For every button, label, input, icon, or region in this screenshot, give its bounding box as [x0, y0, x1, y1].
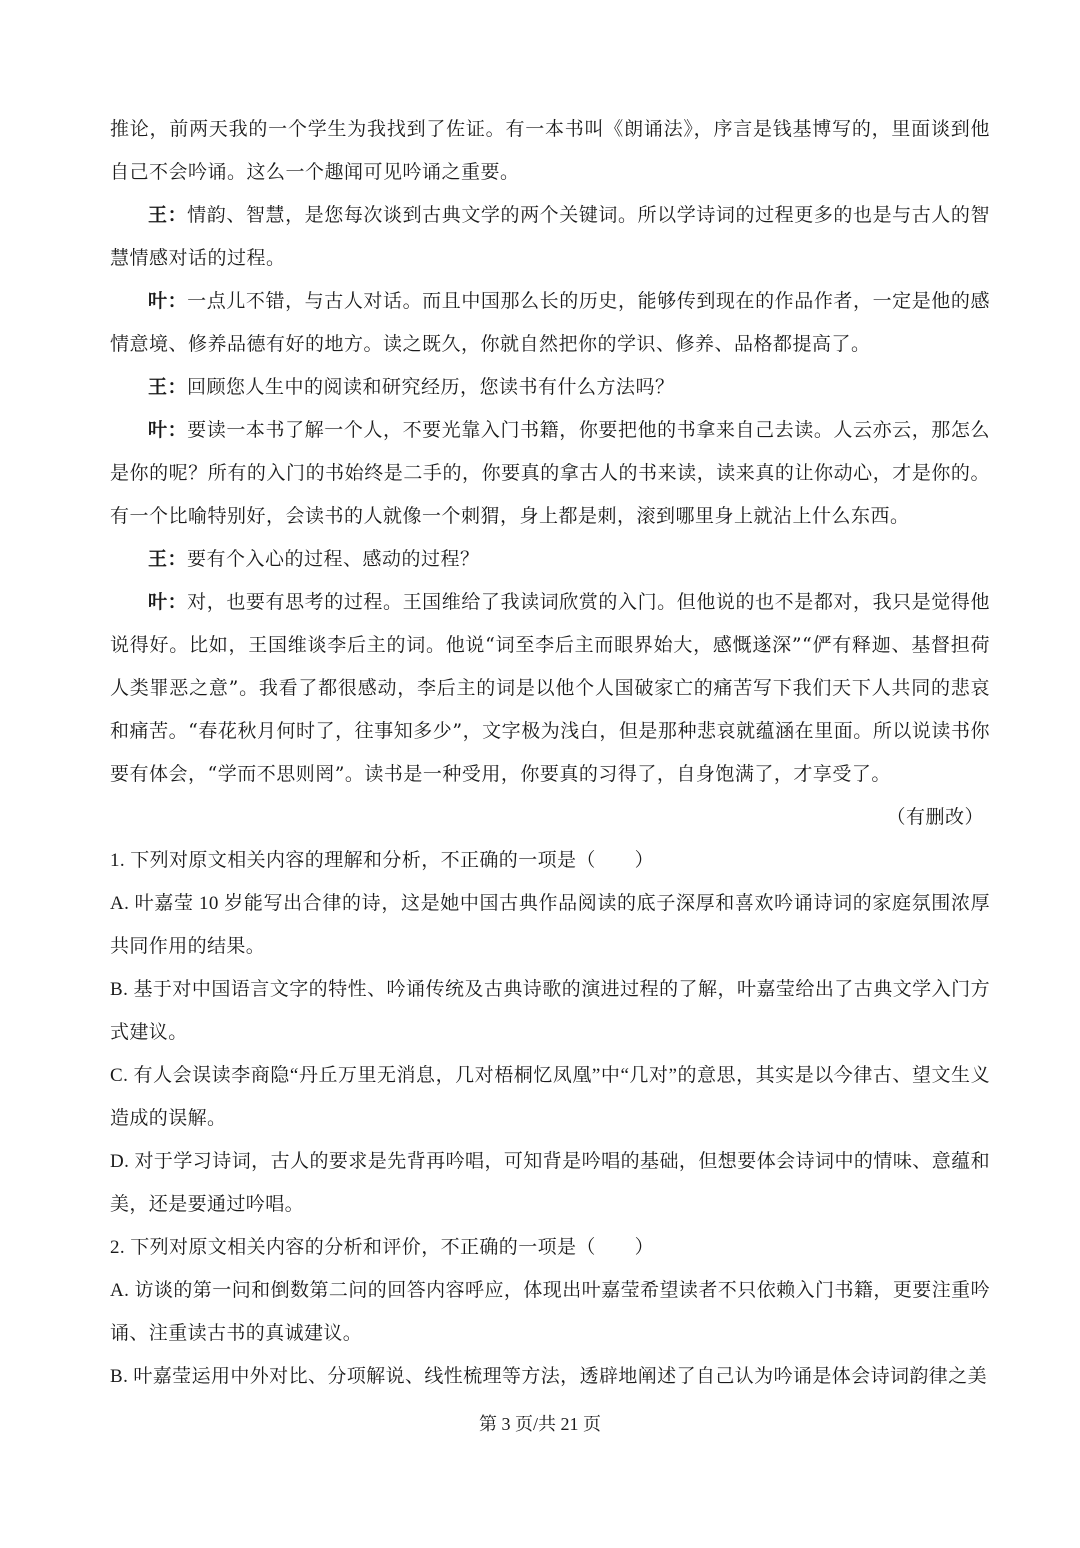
speaker-label: 叶：: [148, 591, 188, 613]
page-number-footer: 第 3 页/共 21 页: [478, 1414, 601, 1434]
speaker-label: 王：: [148, 376, 188, 398]
question-option: C. 有人会误读李商隐“丹丘万里无消息，几对梧桐忆凤凰”中“几对”的意思，其实是以今律古、望文生义造成的误解。: [110, 1065, 990, 1129]
paragraph-text: 回顾您人生中的阅读和研究经历，您读书有什么方法吗？: [187, 376, 675, 398]
paragraph-text: 一点儿不错，与古人对话。而且中国那么长的历史，能够传到现在的作品作者，一定是他的感情意境、修养品德有好的地方。读之既久，你就自然把你的学识、修养、品格都提高了。: [110, 290, 990, 355]
question-stem: 2. 下列对原文相关内容的分析和评价，不正确的一项是（ ）: [110, 1237, 655, 1258]
speaker-label: 叶：: [148, 419, 188, 441]
passage-paragraph: [110, 581, 990, 796]
passage-paragraph: [110, 409, 990, 538]
question-stem: 1. 下列对原文相关内容的理解和分析，不正确的一项是（ ）: [110, 850, 655, 871]
passage-paragraph: 推论，前两天我的一个学生为我找到了佐证。有一本书叫《朗诵法》，序言是钱基博写的，里面谈到他自己不会吟诵。这么一个趣闻可见吟诵之重要。: [110, 118, 990, 183]
question-option: A. 访谈的第一问和倒数第二问的回答内容呼应，体现出叶嘉莹希望读者不只依赖入门书籍，更要注重吟诵、注重读古书的真诚建议。: [110, 1280, 990, 1344]
passage-paragraph: [110, 194, 990, 280]
question-option: B. 叶嘉莹运用中外对比、分项解说、线性梳理等方法，透辟地阐述了自己认为吟诵是体会诗词韵律之美: [110, 1366, 987, 1387]
speaker-label: 王：: [148, 204, 188, 226]
passage-paragraph: [110, 366, 990, 409]
paragraph-text: 要读一本书了解一个人，不要光靠入门书籍，你要把他的书拿来自己去读。人云亦云，那怎么是你的呢？所有的入门的书始终是二手的，你要真的拿古人的书来读，读来真的让你动心，才是你的。有一个比喻特别好，会读书的人就像一个刺猬，身上都是刺，滚到哪里身上就沾上什么东西。: [110, 419, 990, 527]
document-page: [110, 108, 990, 1398]
edit-note: （有删改）: [886, 806, 984, 828]
paragraph-text: 情韵、智慧，是您每次谈到古典文学的两个关键词。所以学诗词的过程更多的也是与古人的智慧情感对话的过程。: [110, 204, 990, 269]
speaker-label: 王：: [148, 548, 188, 570]
paragraph-text: 对，也要有思考的过程。王国维给了我读词欣赏的入门。但他说的也不是都对，我只是觉得他说得好。比如，王国维谈李后主的词。他说“词至李后主而眼界始大，感慨遂深”“俨有释迦、基督担荷人类罪恶之意”。我看了都很感动，李后主的词是以他个人国破家亡的痛苦写下我们天下人共同的悲哀和痛苦。“春花秋月何时了，往事知多少”，文字极为浅白，但是那种悲哀就蕴涵在里面。所以说读书你要有体会，“学而不思则罔”。读书是一种受用，你要真的习得了，自身饱满了，才享受了。: [110, 591, 990, 785]
question-option: A. 叶嘉莹 10 岁能写出合律的诗，这是她中国古典作品阅读的底子深厚和喜欢吟诵诗词的家庭氛围浓厚共同作用的结果。: [110, 893, 990, 957]
speaker-label: 叶：: [148, 290, 188, 312]
paragraph-text: 要有个入心的过程、感动的过程？: [187, 548, 480, 570]
passage-paragraph: [110, 280, 990, 366]
question-option: B. 基于对中国语言文字的特性、吟诵传统及古典诗歌的演进过程的了解，叶嘉莹给出了古典文学入门方式建议。: [110, 979, 990, 1043]
passage-paragraph: [110, 538, 990, 581]
question-option: D. 对于学习诗词，古人的要求是先背再吟唱，可知背是吟唱的基础，但想要体会诗词中的情味、意蕴和美，还是要通过吟唱。: [110, 1151, 990, 1215]
